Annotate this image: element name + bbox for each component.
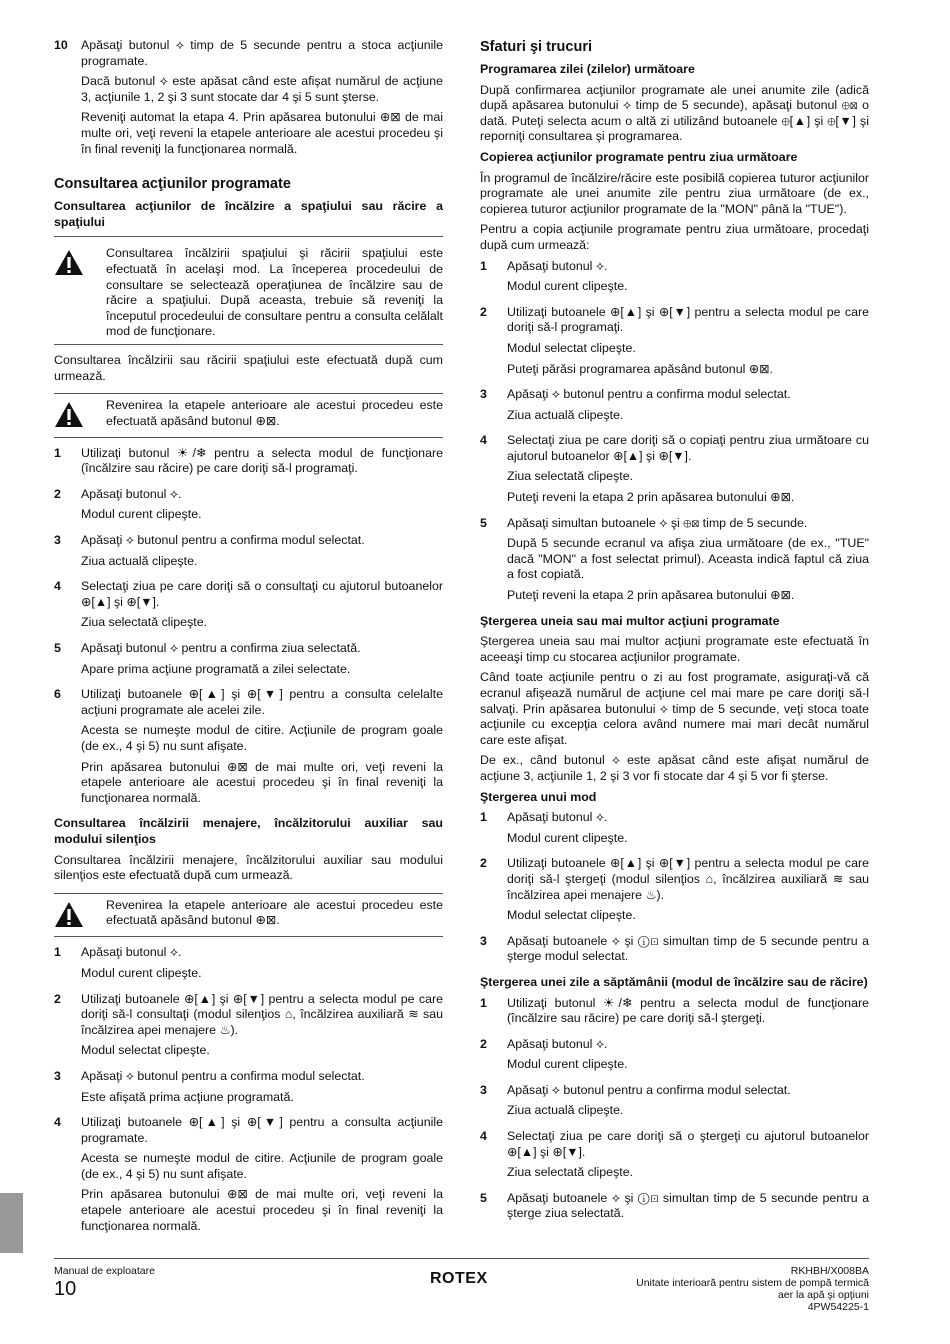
copy-step-1 — [480, 259, 869, 300]
step-number: 4 — [54, 1115, 61, 1130]
step-note: Ziua actuală clipeşte. — [81, 553, 198, 568]
copy-step-3 — [480, 387, 869, 428]
warning-icon — [54, 249, 84, 276]
step-text: Apăsaţi butonul ⟡ pentru a confirma ziua selectată. — [81, 641, 361, 656]
step-note: Modul curent clipeşte. — [507, 279, 628, 294]
step-number: 2 — [480, 304, 487, 319]
step-number: 1 — [480, 995, 487, 1010]
step-note: Ziua actuală clipeşte. — [507, 1103, 624, 1118]
step-text: Utilizaţi butoanele ⊕[▲] şi ⊕[▼] pentru a selecta modul pe care doriţi să-l ştergeţi (modul silenţios ⌂, încălzirea auxiliară ≋ sau încălzirea apei menajere ♨). — [507, 856, 869, 902]
step-number: 5 — [54, 641, 61, 656]
step-number: 4 — [480, 433, 487, 448]
step-note: Modul selectat clipeşte. — [507, 908, 636, 923]
step-note: Ziua actuală clipeşte. — [507, 407, 624, 422]
page-tab-marker — [0, 1193, 23, 1253]
warning-box — [54, 393, 443, 438]
left-column — [54, 38, 443, 1244]
day-step-2 — [480, 1037, 869, 1078]
step-text: Utilizaţi butoanele ⊕[▲] şi ⊕[▼] pentru a selecta modul pe care doriţi să-l consultaţi (modul silenţios ⌂, încălzirea auxiliară ≋ sau încălzirea apei menajere ♨). — [81, 991, 443, 1037]
warning-text: Consultarea încălzirii spaţiului şi răcirii spaţiului este efectuată în acelaşi mod. La începerea procedeului de consultare se selectează operaţiunea de încălzire sau de răcire a spaţiului. După aceasta, trebuie să reveniţi la începutul procedeului de consultare pentru a consulta celălalt mod de funcţionare. — [106, 246, 443, 339]
day-step-4 — [480, 1129, 869, 1186]
svg-text:ROTEX: ROTEX — [430, 1270, 488, 1286]
step-note: Acesta se numeşte modul de citire. Acţiunile de program goale (de ex., 4 şi 5) nu sunt afişate. — [81, 723, 443, 753]
step-note: Modul curent clipeşte. — [507, 1057, 628, 1072]
warning-text: Revenirea la etapele anterioare ale acestui procedeu este efectuată apăsând butonul ⊕⊠. — [106, 398, 443, 428]
document-code: 4PW54225-1 — [807, 1301, 869, 1313]
day-step-5 — [480, 1191, 869, 1227]
step-number: 5 — [480, 1190, 487, 1205]
paragraph: Ştergerea uneia sau mai multor acţiuni programate este efectuată în aceeaşi timp cu stocarea acţiunilor programate. — [480, 634, 869, 664]
page-number: 10 — [54, 1278, 77, 1300]
step-note: Este afişată prima acţiune programată. — [81, 1089, 294, 1104]
step-note: Acesta se numeşte modul de citire. Acţiunile de program goale (de ex., 4 şi 5) nu sunt afişate. — [81, 1151, 443, 1181]
step-note: Dacă butonul ⟡ este apăsat când este afişat numărul de acţiune 3, acţiunile 1, 2 şi 3 sunt stocate dar 4 şi 5 sunt şterse. — [81, 74, 443, 104]
step-text: Selectaţi ziua pe care doriţi să o copiaţi pentru ziua următoare cu ajutorul butoanelor ⊕[▲] şi ⊕[▼]. — [507, 433, 869, 463]
step-number: 1 — [480, 258, 487, 273]
step-1 — [54, 945, 443, 986]
step-number: 4 — [54, 579, 61, 594]
step-number: 2 — [54, 486, 61, 501]
step-6 — [54, 687, 443, 811]
step-note: Ziua selectată clipeşte. — [507, 469, 634, 484]
step-text: Apăsaţi butoanele ⟡ şi ⓘ⊡ simultan timp de 5 secunde pentru a şterge modul selectat. — [507, 933, 869, 964]
step-number: 1 — [54, 445, 61, 460]
step-note: Modul curent clipeşte. — [81, 965, 202, 980]
step-text: Utilizaţi butoanele ⊕[▲] şi ⊕[▼] pentru a consulta celelalte acţiuni programate ale acelei zile. — [81, 687, 443, 717]
copy-step-5 — [480, 516, 869, 609]
step-text: Apăsaţi ⟡ butonul pentru a confirma modul selectat. — [507, 387, 791, 402]
step-note: Ziua selectată clipeşte. — [81, 615, 208, 630]
step-2 — [54, 992, 443, 1064]
mode-step-1 — [480, 810, 869, 851]
step-number: 10 — [54, 38, 68, 52]
right-column — [480, 38, 869, 1232]
model-code: RKHBH/X008BA — [790, 1265, 869, 1277]
paragraph: Când toate acţiunile pentru o zi au fost programate, asiguraţi-vă că ecranul afişează numărul de acţiune cel mai mare pe care doriţi să-l salvaţi. Prin apăsarea butonului ⟡ timp de 5 secunde, veţi stoca toate acţiunile cu excepţia celora având numere mai mari decât numărul care este afişat. — [480, 670, 869, 747]
subsection-title: Copierea acţiunilor programate pentru ziua următoare — [480, 149, 798, 164]
step-text: Apăsaţi ⟡ butonul pentru a confirma modul selectat. — [507, 1082, 791, 1097]
step-note: Modul curent clipeşte. — [507, 830, 628, 845]
section-title: Consultarea acţiunilor programate — [54, 176, 291, 193]
subsection-title: Ştergerea unei zile a săptămânii (modul de încălzire sau de răcire) — [480, 974, 868, 989]
step-note: Modul selectat clipeşte. — [81, 1043, 210, 1058]
warning-box — [54, 246, 443, 345]
step-4 — [54, 579, 443, 636]
step-text: Apăsaţi ⟡ butonul pentru a confirma modul selectat. — [81, 1068, 365, 1083]
step-number: 5 — [480, 515, 487, 530]
step-text: Apăsaţi butonul ⟡ timp de 5 secunde pentru a stoca acţiunile programate. — [81, 38, 443, 68]
step-text: Apăsaţi butoanele ⟡ şi ⓘ⊡ simultan timp de 5 secunde pentru a şterge ziua selectată. — [507, 1190, 869, 1221]
warning-icon — [54, 401, 84, 428]
step-number: 3 — [480, 933, 487, 948]
step-4 — [54, 1115, 443, 1239]
step-3 — [54, 533, 443, 574]
footer-manual-label: Manual de exploatare — [54, 1265, 155, 1277]
footer-divider — [54, 1258, 869, 1259]
footer-info — [636, 1265, 869, 1313]
mode-step-2 — [480, 856, 869, 928]
step-number: 2 — [480, 1036, 487, 1051]
day-step-1 — [480, 996, 869, 1032]
step-text: Apăsaţi butonul ⟡. — [507, 810, 608, 825]
step-note: Modul selectat clipeşte. — [507, 340, 636, 355]
rotex-logo — [430, 1268, 492, 1291]
step-text: Apăsaţi butonul ⟡. — [507, 1036, 608, 1051]
warning-icon — [54, 901, 84, 928]
step-number: 2 — [480, 856, 487, 871]
unit-description: aer la apă şi opţiuni — [777, 1289, 869, 1301]
step-note: Prin apăsarea butonului ⊕⊠ de mai multe ori, veţi reveni la etapele anterioare ale acestui procedeu şi în final reveniţi la funcţionarea normală. — [81, 759, 443, 805]
step-note: Puteţi reveni la etapa 2 prin apăsarea butonului ⊕⊠. — [507, 588, 795, 603]
step-text: Selectaţi ziua pe care doriţi să o consultaţi cu ajutorul butoanelor ⊕[▲] şi ⊕[▼]. — [81, 579, 443, 609]
subsection-title: Consultarea acţiunilor de încălzire a spaţiului sau răcire a spaţiului — [54, 199, 443, 237]
step-number: 1 — [480, 810, 487, 825]
step-note: Reveniţi automat la etapa 4. Prin apăsarea butonului ⊕⊠ de mai multe ori, veţi reveni la etapele anterioare ale acestui procedeu şi în final reveniţi la funcţionarea normală. — [81, 110, 443, 156]
subsection-title: Consultarea încălzirii menajere, încălzitorului auxiliar sau modului silenţios — [54, 816, 443, 846]
step-text: Utilizaţi butoanele ⊕[▲] şi ⊕[▼] pentru a selecta modul pe care doriţi să-l programaţi. — [507, 304, 869, 335]
step-number: 4 — [480, 1129, 487, 1144]
step-number: 3 — [480, 387, 487, 402]
step-text: Utilizaţi butonul ☀/❄ pentru a selecta modul de funcţionare (încălzire sau răcire) pe care doriţi să-l programaţi. — [81, 445, 443, 476]
copy-step-2 — [480, 305, 869, 382]
step-note: Ziua selectată clipeşte. — [507, 1165, 634, 1180]
step-3 — [54, 1069, 443, 1110]
unit-description: Unitate interioară pentru sistem de pompă termică — [636, 1277, 869, 1289]
step-5 — [54, 641, 443, 682]
subsection-title: Ştergerea uneia sau mai multor acţiuni programate — [480, 613, 780, 628]
warning-box — [54, 893, 443, 938]
step-number: 3 — [54, 533, 61, 548]
step-text: Apăsaţi butonul ⟡. — [81, 486, 182, 501]
step-note: Apare prima acţiune programată a zilei selectate. — [81, 661, 351, 676]
paragraph: De ex., când butonul ⟡ este apăsat când este afişat numărul de acţiune 3, acţiunile 1, 2 şi 3 vor fi stocate dar 4 şi 5 vor fi şterse. — [480, 753, 869, 783]
step-text: Utilizaţi butonul ☀/❄ pentru a selecta modul de funcţionare (încălzire sau răcire) pe care doriţi să-l ştergeţi. — [507, 995, 869, 1026]
rotex-logo-icon — [430, 1268, 492, 1286]
section-title: Sfaturi şi trucuri — [480, 39, 592, 55]
step-note: Puteţi părăsi programarea apăsând butonul ⊕⊠. — [507, 361, 773, 376]
step-text: Apăsaţi butonul ⟡. — [81, 945, 182, 960]
step-text: Selectaţi ziua pe care doriţi să o ştergeţi cu ajutorul butoanelor ⊕[▲] şi ⊕[▼]. — [507, 1129, 869, 1159]
step-number: 1 — [54, 945, 61, 960]
step-number: 3 — [54, 1068, 61, 1083]
subsection-title: Ştergerea unui mod — [480, 789, 597, 804]
paragraph: În programul de încălzire/răcire este posibilă copierea tuturor acţiunilor programate ale unei anumite zile pentru ziua următoare (de ex., copierea tuturor acţiunilor programate de la "MON" până la "TUE"). — [480, 170, 869, 216]
mode-step-3 — [480, 934, 869, 970]
step-note: Modul curent clipeşte. — [81, 507, 202, 522]
day-step-3 — [480, 1083, 869, 1124]
step-text: Apăsaţi ⟡ butonul pentru a confirma modul selectat. — [81, 533, 365, 548]
step-note: Prin apăsarea butonului ⊕⊠ de mai multe ori, veţi reveni la etapele anterioare ale acestui procedeu şi în final reveniţi la funcţionarea normală. — [81, 1187, 443, 1233]
step-text: Apăsaţi simultan butoanele ⟡ şi ⊕⊠ timp de 5 secunde. — [507, 515, 808, 530]
step-number: 3 — [480, 1082, 487, 1097]
paragraph: Pentru a copia acţiunile programate pentru ziua următoare, procedaţi după cum urmează: — [480, 222, 869, 252]
step-1 — [54, 446, 443, 482]
intro-text: Consultarea încălzirii menajere, încălzitorului auxiliar sau modului silenţios este efectuată după cum urmează. — [54, 852, 443, 883]
step-10 — [54, 38, 443, 162]
step-text: Apăsaţi butonul ⟡. — [507, 258, 608, 273]
intro-text: Consultarea încălzirii sau răcirii spaţiului este efectuată după cum urmează. — [54, 352, 443, 383]
step-number: 6 — [54, 687, 61, 702]
subsection-title: Programarea zilei (zilelor) următoare — [480, 62, 695, 76]
step-note: Puteţi reveni la etapa 2 prin apăsarea butonului ⊕⊠. — [507, 490, 795, 505]
step-number: 2 — [54, 991, 61, 1006]
copy-step-4 — [480, 433, 869, 510]
step-2 — [54, 487, 443, 528]
step-text: Utilizaţi butoanele ⊕[▲] şi ⊕[▼] pentru a consulta acţiunile programate. — [81, 1115, 443, 1145]
warning-text: Revenirea la etapele anterioare ale acestui procedeu este efectuată apăsând butonul ⊕⊠. — [106, 897, 443, 928]
step-note: După 5 secunde ecranul va afişa ziua următoare (de ex., "TUE" dacă "MON" a fost selectat primul). Aceasta indică faptul că ziua a fost copiată. — [507, 536, 869, 582]
paragraph: După confirmarea acţiunilor programate ale unei anumite zile (adică după apăsarea butonului ⟡ timp de 5 secunde), apăsaţi butonul ⊕⊠ o dată. Puteţi selecta acum o altă zi utilizând butoanele ⊕[▲] şi ⊕[▼] şi reporniţi consultarea şi programarea. — [480, 82, 869, 144]
